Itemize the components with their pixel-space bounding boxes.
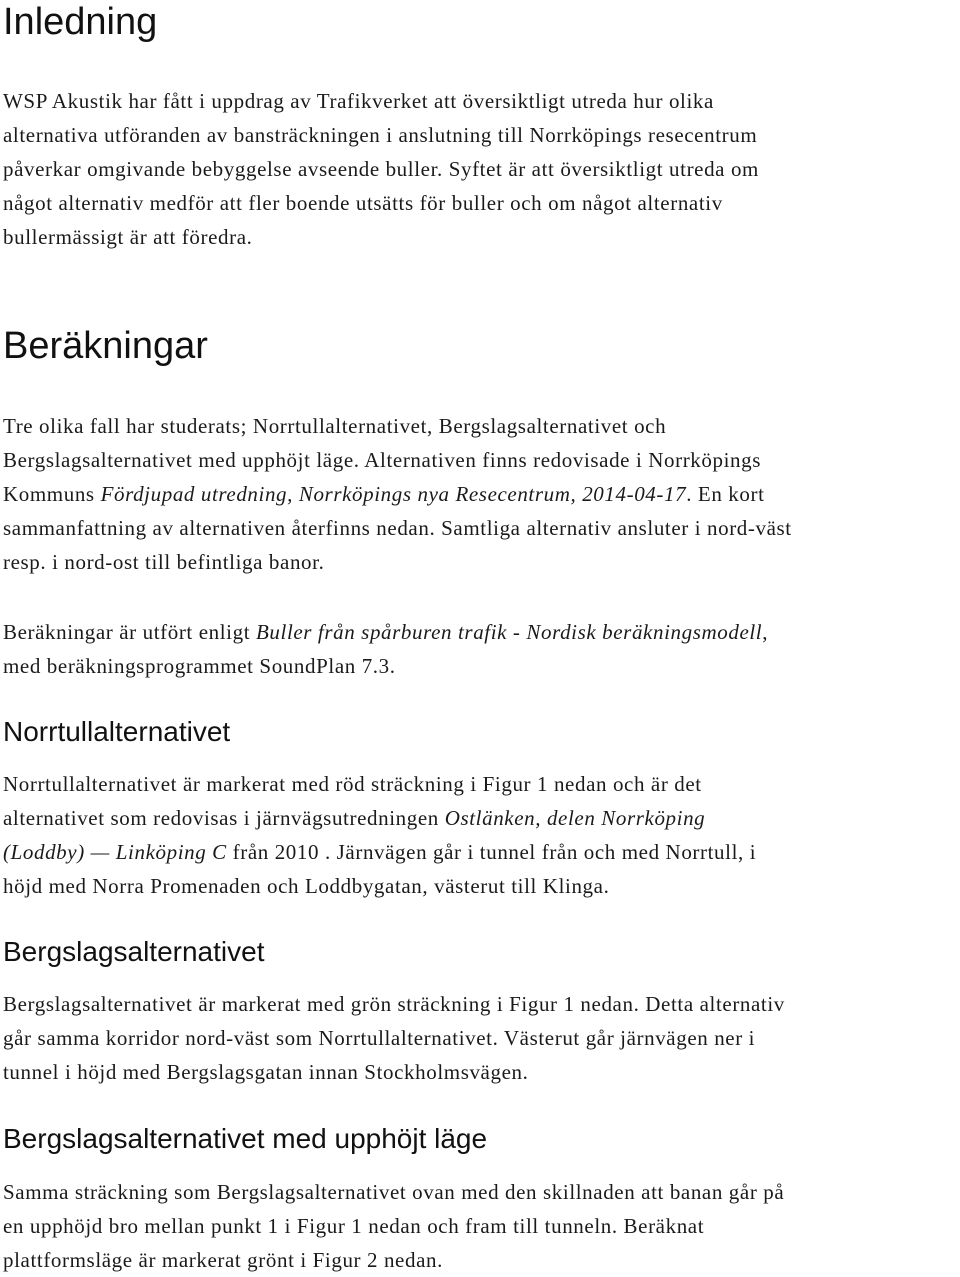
text-line: resp. i nord-ost till befintliga banor. — [3, 550, 325, 574]
report-title-reference: Fördjupad utredning, Norrköpings nya Resecentrum, 2014-04-17 — [100, 482, 687, 506]
text-run: . En kort — [686, 482, 765, 506]
paragraph-berakningar-fall — [3, 409, 792, 579]
text-line: Bergslagsalternativet med upphöjt läge. Alternativen finns redovisade i Norrköpings — [3, 448, 761, 472]
paragraph-bergslagsalternativet-upphojt — [3, 1175, 784, 1277]
text-line: tunnel i höjd med Bergslagsgatan innan Stockholmsvägen. — [3, 1060, 529, 1084]
paragraph-bergslagsalternativet — [3, 987, 785, 1089]
report-title-reference: Ostlänken, delen Norrköping — [444, 806, 706, 830]
heading-bergslagsalternativet-upphojt: Bergslagsalternativet med upphöjt läge — [3, 1123, 488, 1154]
text-line: WSP Akustik har fått i uppdrag av Trafikverket att översiktligt utreda hur olika — [3, 89, 714, 113]
text-line: alternativa utföranden av bansträckningen i anslutning till Norrköpings resecentrum — [3, 123, 758, 147]
text-line: bullermässigt är att föredra. — [3, 225, 253, 249]
text-line: med beräkningsprogrammet SoundPlan 7.3. — [3, 654, 396, 678]
method-title-reference: Buller från spårburen trafik - Nordisk beräkningsmodell — [255, 620, 763, 644]
report-title-reference: (Loddby) — Linköping C — [3, 840, 227, 864]
text-line: påverkar omgivande bebyggelse avseende buller. Syftet är att översiktligt utreda om — [3, 157, 759, 181]
text-line: en upphöjd bro mellan punkt 1 i Figur 1 nedan och fram till tunneln. Beräknat — [3, 1214, 705, 1238]
text-line: något alternativ medför att fler boende utsätts för buller och om något alternativ — [3, 191, 723, 215]
text-line: går samma korridor nord-väst som Norrtullalternativet. Västerut går järnvägen ner i — [3, 1026, 756, 1050]
text-run: Kommuns — [3, 482, 101, 506]
heading-inledning: Inledning — [3, 1, 158, 43]
text-run: från 2010 . Järnvägen går i tunnel från och med Norrtull, i — [226, 840, 757, 864]
text-line: plattformsläge är markerat grönt i Figur 2 nedan. — [3, 1248, 443, 1272]
text-line: sammanfattning av alternativen återfinns nedan. Samtliga alternativ ansluter i nord-väst — [3, 516, 792, 540]
text-run: Beräkningar är utfört enligt — [3, 620, 256, 644]
text-line: höjd med Norra Promenaden och Loddbygatan, västerut till Klinga. — [3, 874, 610, 898]
paragraph-inledning — [3, 84, 759, 254]
text-line — [3, 615, 768, 649]
text-line: Bergslagsalternativet är markerat med grön sträckning i Figur 1 nedan. Detta alternativ — [3, 992, 785, 1016]
heading-berakningar: Beräkningar — [3, 325, 208, 367]
paragraph-norrtullalternativet — [3, 767, 756, 903]
text-line: Norrtullalternativet är markerat med röd sträckning i Figur 1 nedan och är det — [3, 772, 702, 796]
text-line — [3, 477, 792, 511]
text-run: alternativet som redovisas i järnvägsutredningen — [3, 806, 445, 830]
paragraph-berakningar-metod — [3, 615, 768, 683]
text-line — [3, 835, 756, 869]
text-line: Samma sträckning som Bergslagsalternativet ovan med den skillnaden att banan går på — [3, 1180, 785, 1204]
heading-bergslagsalternativet: Bergslagsalternativet — [3, 936, 265, 967]
text-line — [3, 801, 756, 835]
text-line: Tre olika fall har studerats; Norrtullalternativet, Bergslagsalternativet och — [3, 414, 667, 438]
heading-norrtullalternativet: Norrtullalternativet — [3, 716, 231, 747]
text-run: , — [762, 620, 769, 644]
